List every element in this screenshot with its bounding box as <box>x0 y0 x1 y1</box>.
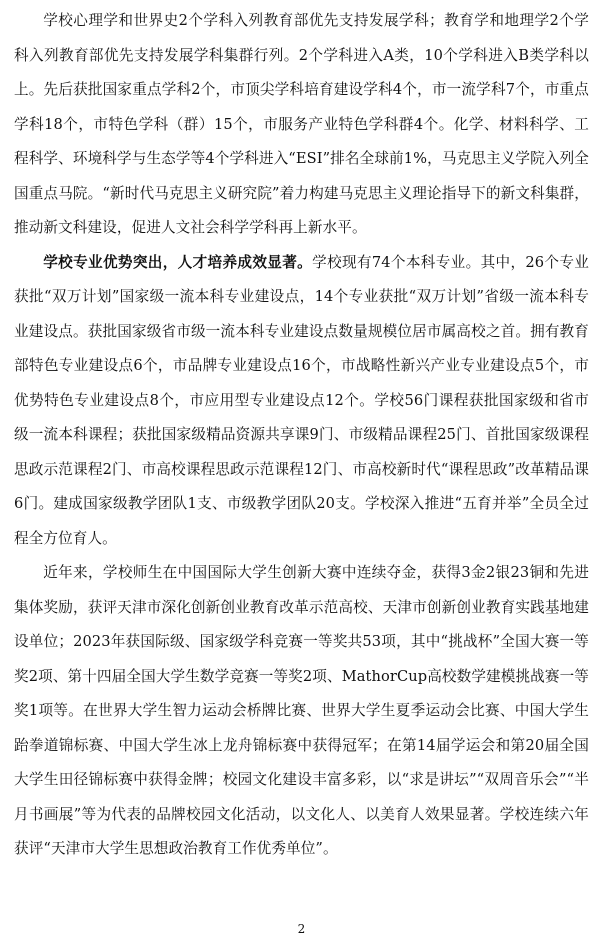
document-page <box>14 4 589 867</box>
page-number: 2 <box>297 922 306 936</box>
paragraph-disciplines <box>14 4 589 246</box>
paragraph-awards <box>14 556 589 867</box>
paragraph-text: 近年来，学校师生在中国国际大学生创新大赛中连续夺金，获得3金2银23铜和先进集体奖励，获评天津市深化创新创业教育改革示范高校、天津市创新创业教育实践基地建设单位；2023年获国际级、国家级学科竞赛一等奖共53项，其中“挑战杯”全国大赛一等奖2项、第十四届全国大学生数学竞赛一等奖2项、MathorCup高校数学建模挑战赛一等奖1项等。在世界大学生智力运动会桥牌比赛、世界大学生夏季运动会比赛、中国大学生跆拳道锦标赛、中国大学生冰上龙舟锦标赛中获得冠军；在第14届学运会和第20届全国大学生田径锦标赛中获得金牌；校园文化建设丰富多彩，以“求是讲坛”“双周音乐会”“半月书画展”等为代表的品牌校园文化活动，以文化人、以美育人效果显著。学校连续六年获评“天津市大学生思想政治教育工作优秀单位”。 <box>14 564 589 857</box>
paragraph-text: 学校心理学和世界史2个学科入列教育部优先支持发展学科；教育学和地理学2个学科入列教育部优先支持发展学科集群行列。2个学科进入A类，10个学科进入B类学科以上。先后获批国家重点学科2个，市顶尖学科培育建设学科4个，市一流学科7个，市重点学科18个，市特色学科（群）15个，市服务产业特色学科群4个。化学、材料科学、工程科学、环境科学与生态学等4个学科进入“ESI”排名全球前1%，马克思主义学院入列全国重点马院。“新时代马克思主义研究院”着力构建马克思主义理论指导下的新文科集群，推动新文科建设，促进人文社会科学学科再上新水平。 <box>14 12 589 236</box>
paragraph-majors <box>14 246 589 557</box>
paragraph-text: 学校现有74个本科专业。其中，26个专业获批“双万计划”国家级一流本科专业建设点，14个专业获批“双万计划”省级一流本科专业建设点。获批国家级省市级一流本科专业建设点数量规模位居市属高校之首。拥有教育部特色专业建设点6个，市品牌专业建设点16个，市战略性新兴产业专业建设点5个，市优势特色专业建设点8个，市应用型专业建设点12个。学校56门课程获批国家级和省市级一流本科课程；获批国家级精品资源共享课9门、市级精品课程25门、首批国家级课程思政示范课程2门、市高校课程思政示范课程12门、市高校新时代“课程思政”改革精品课6门。建成国家级教学团队1支、市级教学团队20支。学校深入推进“五育并举”全员全过程全方位育人。 <box>14 253 589 547</box>
paragraph-lead: 学校专业优势突出，人才培养成效显著。 <box>43 253 313 271</box>
